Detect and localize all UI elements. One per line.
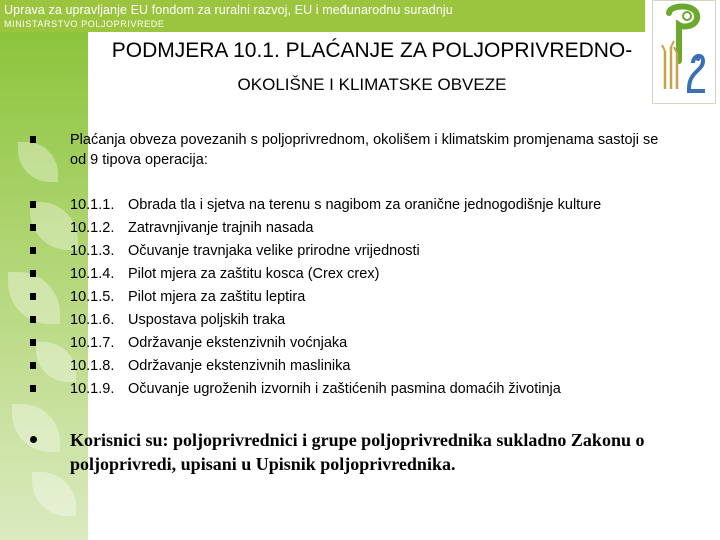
operation-label: Održavanje ekstenzivnih maslinika (128, 358, 351, 374)
ministry-logo (652, 0, 716, 104)
operation-code: 10.1.5. (70, 289, 115, 305)
leaf-decoration (12, 404, 60, 452)
operation-code: 10.1.8. (70, 358, 115, 374)
intro-text: Plaćanja obveza povezanih s poljoprivrednom, okolišem i klimatskim promjenama sastoji se od 9 tipova operacija: (70, 132, 659, 168)
square-bullet-icon (30, 224, 36, 231)
org-title: Uprava za upravljanje EU fondom za ruralni razvoj, EU i međunarodnu suradnju (4, 3, 453, 17)
round-bullet-icon (30, 436, 37, 443)
square-bullet-icon (30, 270, 36, 277)
operation-label: Uspostava poljskih traka (128, 312, 286, 328)
square-bullet-icon (30, 201, 36, 208)
square-bullet-icon (30, 247, 36, 254)
operation-code: 10.1.3. (70, 243, 115, 259)
operation-label: Održavanje ekstenzivnih voćnjaka (128, 335, 348, 351)
operation-label: Očuvanje ugroženih izvornih i zaštićenih pasmina domaćih životinja (128, 381, 561, 397)
operation-code: 10.1.2. (70, 220, 115, 236)
square-bullet-icon (30, 316, 36, 323)
square-bullet-icon (30, 136, 36, 143)
leaf-decoration (18, 142, 58, 182)
ministry-name: MINISTARSTVO POLJOPRIVREDE (4, 19, 165, 29)
square-bullet-icon (30, 339, 36, 346)
operation-code: 10.1.4. (70, 266, 115, 282)
users-text: Korisnici su: poljoprivrednici i grupe poljoprivrednika sukladno Zakonu o poljoprivredi, upisani u Upisnik poljoprivrednika. (70, 430, 645, 474)
header-bar (0, 0, 645, 32)
operation-code: 10.1.9. (70, 381, 115, 397)
square-bullet-icon (30, 362, 36, 369)
ministry-logo-icon (653, 1, 715, 103)
operation-code: 10.1.6. (70, 312, 115, 328)
operation-code: 10.1.7. (70, 335, 115, 351)
leaf-decoration (32, 472, 76, 516)
operation-label: Pilot mjera za zaštitu leptira (128, 289, 306, 305)
page-title-line-2: OKOLIŠNE I KLIMATSKE OBVEZE (237, 75, 507, 94)
page-title (102, 34, 642, 102)
operation-code: 10.1.1. (70, 197, 115, 213)
operation-label: Očuvanje travnjaka velike prirodne vrijednosti (128, 243, 420, 259)
operation-label: Zatravnjivanje trajnih nasada (128, 220, 314, 236)
page-title-line-1: PODMJERA 10.1. PLAĆANJE ZA POLJOPRIVREDNO- (111, 39, 633, 62)
square-bullet-icon (30, 385, 36, 392)
operation-label: Obrada tla i sjetva na terenu s nagibom za oranične jednogodišnje kulture (128, 197, 602, 213)
square-bullet-icon (30, 293, 36, 300)
operation-label: Pilot mjera za zaštitu kosca (Crex crex) (128, 266, 380, 282)
